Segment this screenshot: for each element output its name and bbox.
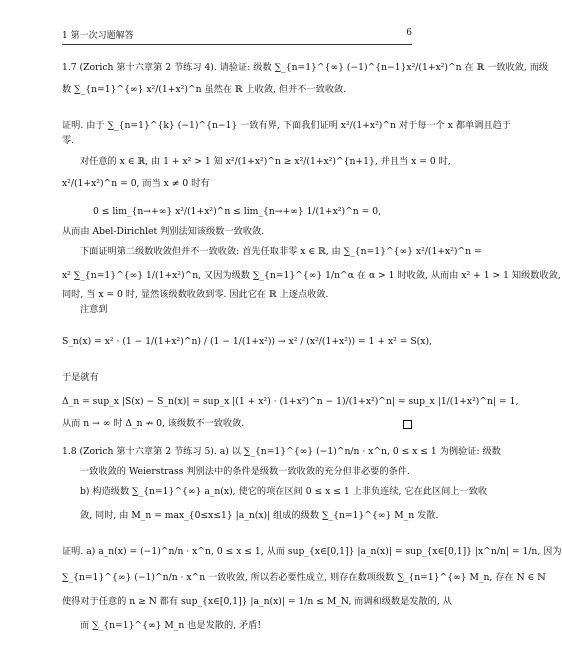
proof-line-11: 从而 n → ∞ 时 Δ_n ↛ 0, 该级数不一致收敛. [62,418,245,429]
problem-1-8-part-a-line-1: 1.8 (Zorich 第十六章第 2 节练习 5). a) 以 ∑_{n=1}^{∞} (−1)^n/n · x^n, 0 ≤ x ≤ 1 为例验证: 级数 [62,446,501,457]
proof-1-8-line-3: 使得对于任意的 n ≥ N 都有 sup_{x∈[0,1]} |a_n(x)| = 1/n ≤ M_N, 而调和级数是发散的, 从 [62,596,452,607]
problem-1-7-statement-line-2: 数 ∑_{n=1}^{∞} x²/(1+x²)^n 虽然在 ℝ 上收敛, 但并不一致收敛. [62,84,347,95]
proof-line-10: 于是就有 [62,372,99,383]
chapter-title: 1 第一次习题解答 [62,31,134,41]
proof-line-8: 同时, 当 x = 0 时, 显然该级数收敛到零. 因此它在 ℝ 上逐点收敛. [62,289,329,300]
problem-1-8-part-b-line-1: b) 构造级数 ∑_{n=1}^{∞} a_n(x), 使它的项在区间 0 ≤ x ≤ 1 上非负连续, 它在此区间上一致收 [80,486,488,497]
qed-icon [403,420,412,429]
proof-line-3: 对任意的 x ∈ ℝ, 由 1 + x² > 1 知 x²/(1+x²)^n ≥ x²/(1+x²)^{n+1}, 并且当 x = 0 时, [80,156,451,167]
header-rule [62,44,412,45]
delta-equation: Δ_n = sup_x |S(x) − S_n(x)| = sup_x |(1 + x²) · (1+x²)^n − 1)/(1+x²)^n| = sup_x |1/(1+x²)^n| = 1, [62,396,519,407]
running-header [62,28,412,42]
proof-line-7: x² ∑_{n=1}^{∞} 1/(1+x²)^n, 又因为级数 ∑_{n=1}^{∞} 1/n^α 在 α > 1 时收敛, 从而由 x² + 1 > 1 知级数收敛, [62,270,561,281]
problem-1-8-part-b-line-2: 敛, 同时, 由 M_n = max_{0≤x≤1} |a_n(x)| 组成的级数 ∑_{n=1}^{∞} M_n 发散. [80,510,439,521]
proof-line-5: 从而由 Abel-Dirichlet 判别法知该级数一致收敛. [62,226,265,237]
proof-line-4: x²/(1+x²)^n = 0, 而当 x ≠ 0 时有 [62,178,210,189]
problem-1-7-statement-line-1: 1.7 (Zorich 第十六章第 2 节练习 4). 请验证: 级数 ∑_{n=1}^{∞} (−1)^{n−1}x²/(1+x²)^n 在 ℝ 一致收敛, 而级 [62,62,549,73]
proof-line-9: 注意到 [80,304,108,315]
proof-1-8-line-1: 证明. a) a_n(x) = (−1)^n/n · x^n, 0 ≤ x ≤ 1, 从而 sup_{x∈[0,1]} |a_n(x)| = sup_{x∈[0,1]} |x^n/n| = 1/n, 因为 [62,546,562,557]
proof-line-1: 证明. 由于 ∑_{n=1}^{k} (−1)^{n−1} 一致有界, 下面我们证明 x²/(1+x²)^n 对于每一个 x 都单调且趋于 [62,120,511,131]
limit-equation: 0 ≤ lim_{n→+∞} x²/(1+x²)^n ≤ lim_{n→+∞} 1/(1+x²)^n = 0, [92,206,382,217]
proof-1-8-line-4: 而 ∑_{n=1}^{∞} M_n 也是发散的, 矛盾! [80,620,262,631]
partial-sum-equation: S_n(x) = x² · (1 − 1/(1+x²)^n) / (1 − 1/(1+x²)) → x² / (x²/(1+x²)) = 1 + x² = S(x), [62,336,432,347]
page-number: 6 [406,28,412,38]
proof-line-6: 下面证明第二级数收敛但并不一致收敛: 首先任取非零 x ∈ ℝ, 由 ∑_{n=1}^{∞} x²/(1+x²)^n = [80,246,482,257]
proof-line-2: 零. [62,135,75,146]
proof-1-8-line-2: ∑_{n=1}^{∞} (−1)^n/n · x^n 一致收敛, 所以若必要性成立, 则存在数项级数 ∑_{n=1}^{∞} M_n, 存在 N ∈ ℕ [62,572,546,583]
problem-1-8-part-a-line-2: 一致收敛的 Weierstrass 判别法中的条件是级数一致收敛的充分但非必要的条件. [80,466,410,477]
